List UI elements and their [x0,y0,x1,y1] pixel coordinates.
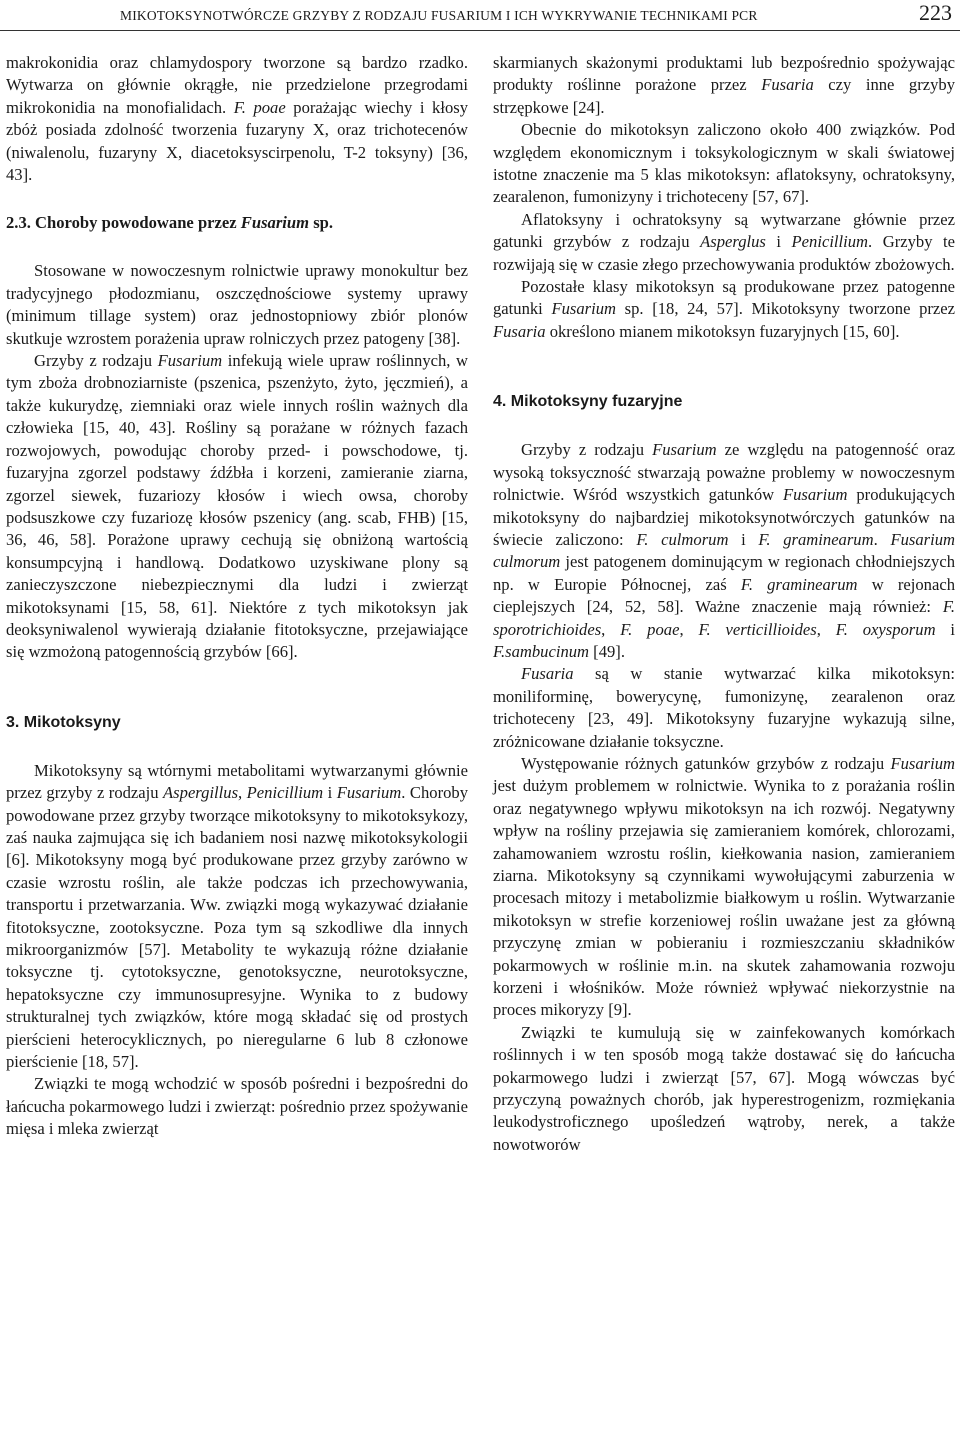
paragraph: Związki te mogą wchodzić w sposób pośredni i bezpośredni do łańcucha pokarmowego ludzi i zwierząt: pośrednio przez spożywanie mięsa i mleka zwierząt [6,1074,468,1139]
paragraph: Grzyby z rodzaju Fusarium ze względu na patogenność oraz wysoką toksyczność stwarzają poważne problemy w nowoczesnym rolnictwie. Wśród wszystkich gatunków Fusarium produkujących mikotoksyny do najbardziej mikotoksynotwórczych gatunków na świecie zaliczono: F. culmorum i F. graminearum. Fusarium culmorum jest patogenem dominującym w regionach chłodniejszych np. w Europie Północnej, zaś F. graminearum w rejonach cieplejszych [24, 52, 58]. Ważne znaczenie mają również: F. sporotrichioides, F. poae, F. verticillioides, F. oxysporum i F.sambucinum [49]. [493,440,956,661]
page-number: 223 [919,0,952,25]
paragraph: Grzyby z rodzaju Fusarium infekują wiele upraw roślinnych, w tym zboża drobnoziarniste (pszenica, pszenżyto, żyto, jęczmień), a także kukurydzę, ziemniaki oraz wiele innych roślin ważnych dla człowieka [15, 40, 43]. Rośliny są porażane w różnych fazach rozwojowych, powodując choroby przed- i powschodowe, tj. fuzaryjna zgorzel podstawy źdźbła i korzeni, zamieranie ziarna, zgorzel siewek, fuzariozy kłosów i wiech owsa, choroby podsuszkowe czy fuzariozę kłosów pszenicy (ang. scab, FHB) [15, 36, 46, 58]. Porażone uprawy cechują się obniżoną wartością konsumpcyjną i handlową. Dodatkowo uzyskiwane plony są zanieczyszczone niebezpiecznymi dla ludzi i zwierząt mikotoksynami [15, 58, 61]. Niektóre z tych mikotoksyn jak deoksyniwalenol wywierają działanie fitotoksyczne, przejawiające się wzmożoną patogennością grzybów [66]. [6,351,468,662]
paragraph: Obecnie do mikotoksyn zaliczono około 400 związków. Pod względem ekonomicznym i toksykologicznym w skali światowej istotne znaczenie ma 5 klas mikotoksyn: aflatoksyny, ochratoksyny, zearalenon, fumonizyny i trichoteceny [57, 67]. [493,120,955,207]
paragraph: Pozostałe klasy mikotoksyn są produkowane przez patogenne gatunki Fusarium sp. [18, 24, 57]. Mikotoksyny tworzone przez Fusaria określono mianem mikotoksyn fuzaryjnych [15, 60]. [493,277,956,341]
paragraph: skarmianych skażonymi produktami lub bezpośrednio spożywając produkty roślinne porażone przez Fusaria czy inne grzyby strzępkowe [24]. [493,53,956,117]
paragraph: Występowanie różnych gatunków grzybów z rodzaju Fusarium jest dużym problemem w rolnictwie. Wynika to z porażania roślin oraz negatywnego wpływu mikotoksyn na ich rozwój. Negatywny wpływ na rośliny przejawia się zamieraniem komórek, chlorozami, zahamowaniem wzrostu roślin, kiełkowania nasion, zamieraniem ziarna. Mikotoksyny są czynnikami wywołującymi zaburzenia w procesach mitozy i metabolizmie białkowym u roślin. Wytwarzanie mikotoksyn w strefie korzeniowej roślin uważane jest za główną przyczynę zmian w pobieraniu i rozmieszczaniu składników pokarmowych w roślinie m.in. na skutek zahamowania rozwoju korzeni i włośników. Może również wpływać niekorzystnie na proces mikoryzy [9]. [493,753,955,1020]
paragraph: Fusaria są w stanie wytwarzać kilka mikotoksyn: moniliforminę, bowerycynę, fumonizynę, zearalenon oraz trichoteceny [23, 49]. Mikotoksyny fuzaryjne wykazują silne, zróżnicowane działanie toksyczne. [493,664,955,751]
paragraph: Mikotoksyny są wtórnymi metabolitami wytwarzanymi głównie przez grzyby z rodzaju Aspergillus, Penicillium i Fusarium. Choroby powodowane przez grzyby tworzące mikotoksyny to mikotoksykozy, zaś nauka zajmująca się ich badaniem nosi nazwę mikotoksykologii [6]. Mikotoksyny mogą być produkowane przez grzyby zarówno w czasie wzrostu roślin, ale także podczas ich przechowywania, transportu i przetwarzania. Ww. związki mogą wykazywać działanie fitotoksyczne, zootoksyczne. Poza tym są szkodliwe dla innych mikroorganizmów [57]. Metabolity te wykazują różne działanie toksyczne tj. cytotoksyczne, genotoksyczne, neurotoksyczne, hepatoksyczne czy immunosupresyjne. Wynika to z budowy strukturalnej tych związków, które mogą składać się od prostych pierścieni heterocyklicznych, po nieregularne 6 lub 8 członowe pierścienie [18, 57]. [6,760,469,1072]
section-heading-4: 4. Mikotoksyny fuzaryjne [493,393,683,411]
right-column [493,52,955,1156]
running-header [0,0,960,34]
left-column [6,52,468,1141]
running-title: MIKOTOKSYNOTWÓRCZE GRZYBY Z RODZAJU FUSARIUM I ICH WYKRYWANIE TECHNIKAMI PCR [120,8,758,23]
paragraph: Aflatoksyny i ochratoksyny są wytwarzane głównie przez gatunki grzybów z rodzaju Asperglus i Penicillium. Grzyby te rozwijają się w czasie złego przechowywania produktów zbożowych. [493,209,955,274]
section-heading-3: 3. Mikotoksyny [6,713,121,731]
paragraph: makrokonidia oraz chlamydospory tworzone są bardzo rzadko. Wytwarza on głównie okrągłe, nie przedzielone przegrodami mikrokonidia na monofialidach. F. poae porażając wiechy i kłosy zbóż posiada zdolność tworzenia fuzaryny X, oraz trichotecenów (niwalenolu, fuzaryny X, diacetoksyscirpenolu, T-2 toksyny) [36, 43]. [6,53,468,185]
paragraph: Związki te kumulują się w zainfekowanych komórkach roślinnych i w ten sposób mogą także dostawać się do łańcucha pokarmowego ludzi i zwierząt [57, 67]. Mogą wówczas być przyczyną poważnych chorób, jak hyperestrogenizm, rozmiękania leukodystroficznego upośledzeń wątroby, nerek, a także nowotworów [493,1022,955,1154]
header-rule [0,30,960,31]
paragraph: Stosowane w nowoczesnym rolnictwie uprawy monokultur bez tradycyjnego płodozmianu, oszczędnościowe systemy uprawy (minimum tillage system) oraz jednostopniowy zbiór plonów skutkuje wzrostem porażenia upraw rolniczych przez patogeny [38]. [6,261,468,348]
section-heading-2-3: 2.3. Choroby powodowane przez Fusarium sp. [6,213,334,233]
